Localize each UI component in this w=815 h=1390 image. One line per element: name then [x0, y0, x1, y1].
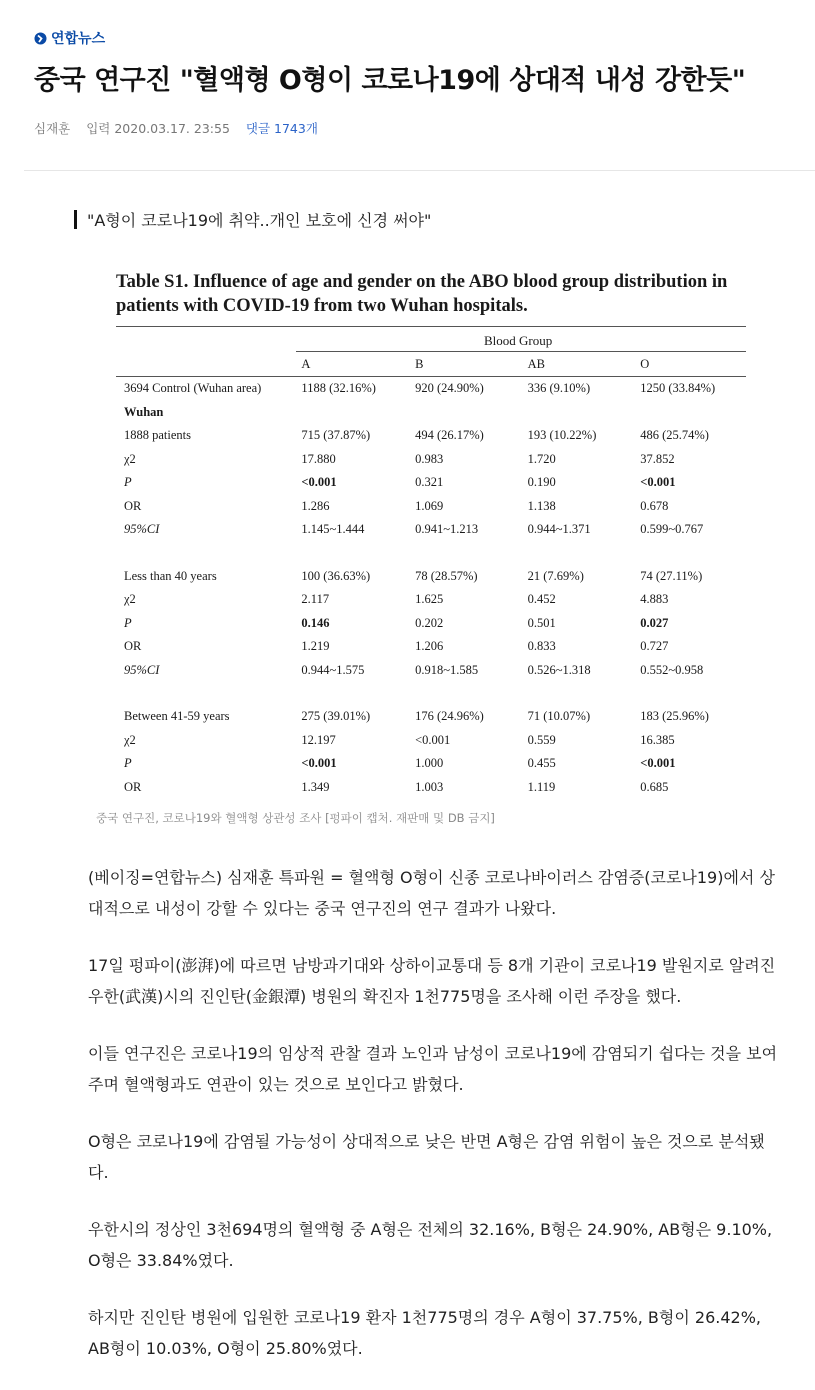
table-row	[116, 448, 746, 472]
column-header: O	[632, 352, 746, 377]
row-label: OR	[124, 779, 142, 794]
table-cell: 0.941~1.213	[415, 522, 479, 537]
table-row	[116, 588, 746, 612]
table-cell: <0.001	[301, 475, 337, 490]
row-label: OR	[124, 498, 142, 513]
table-spacer-row	[116, 682, 746, 705]
table-cell: 1.119	[527, 779, 556, 794]
table-cell: 336 (9.10%)	[527, 381, 591, 396]
article-paragraph: 이들 연구진은 코로나19의 임상적 관찰 결과 노인과 남성이 코로나19에 감염되기 쉽다는 것을 보여주며 혈액형과도 연관이 있는 것으로 보인다고 밝혔다.	[88, 1044, 778, 1094]
table-cell: <0.001	[640, 475, 676, 490]
table-cell: 0.455	[527, 756, 556, 771]
table-row	[116, 495, 746, 519]
publish-time: 입력 2020.03.17. 23:55	[86, 121, 230, 136]
table-cell	[520, 401, 633, 425]
table-cell: 0.678	[640, 498, 669, 513]
table-cell	[293, 542, 407, 565]
table-cell	[632, 542, 746, 565]
table-row	[116, 471, 746, 495]
table-cell: 21 (7.69%)	[527, 568, 584, 583]
table-row	[116, 752, 746, 776]
table-cell: <0.001	[415, 732, 451, 747]
row-label: 95%CI	[124, 662, 160, 677]
table-cell: 176 (24.96%)	[415, 709, 484, 724]
table-cell: 0.452	[527, 592, 556, 607]
row-label: χ2	[124, 451, 136, 466]
table-row	[116, 377, 746, 401]
column-header: B	[407, 352, 520, 377]
row-label: 3694 Control (Wuhan area)	[124, 381, 262, 396]
table-row	[116, 401, 746, 425]
table-cell: 920 (24.90%)	[415, 381, 484, 396]
logo-text: 연합뉴스	[51, 31, 106, 47]
row-label: OR	[124, 639, 142, 654]
table-cell: 0.559	[527, 732, 556, 747]
table-cell	[520, 682, 633, 705]
article-figure-image	[116, 270, 746, 799]
table-cell: 1.145~1.444	[301, 522, 365, 537]
table-cell: 1.286	[301, 498, 330, 513]
article-paragraph: 우한시의 정상인 3천694명의 혈액형 중 A형은 전체의 32.16%, B형은 24.90%, AB형은 9.10%, O형은 33.84%였다.	[88, 1220, 773, 1270]
table-cell: 715 (37.87%)	[301, 428, 371, 443]
row-label: χ2	[124, 592, 136, 607]
table-cell	[407, 401, 520, 425]
table-cell: 1.069	[415, 498, 444, 513]
table-cell: 0.727	[640, 639, 669, 654]
table-cell: 1.219	[301, 639, 330, 654]
table-cell	[632, 682, 746, 705]
table-cell: 78 (28.57%)	[415, 568, 478, 583]
row-label: Between 41-59 years	[124, 709, 230, 724]
table-cell: 0.202	[415, 615, 444, 630]
figure-caption: 중국 연구진, 코로나19와 혈액형 상관성 조사 [펑파이 캡처. 재판매 및 DB 금지]	[96, 811, 495, 825]
figure-title: Table S1. Influence of age and gender on the ABO blood group distribution in patients with COVID-19 from two Wuhan hospitals.	[116, 272, 728, 316]
subheadline	[74, 208, 431, 231]
publisher-logo[interactable]	[34, 28, 795, 48]
article-paragraph: 17일 펑파이(澎湃)에 따르면 남방과기대와 상하이교통대 등 8개 기관이 코로나19 발원지로 알려진 우한(武漢)시의 진인탄(金銀潭) 병원의 확진자 1천775명을 조사해 이런 주장을 했다.	[88, 956, 776, 1006]
column-header: A	[293, 352, 407, 377]
article-paragraph: 하지만 진인탄 병원에 입원한 코로나19 환자 1천775명의 경우 A형이 37.75%, B형이 26.42%, AB형이 10.03%, O형이 25.80%였다.	[88, 1308, 761, 1358]
article-body	[88, 862, 778, 1390]
column-header: AB	[520, 352, 633, 377]
row-label: χ2	[124, 732, 136, 747]
table-cell: 1.720	[527, 451, 556, 466]
table-row	[116, 705, 746, 729]
table-cell	[407, 682, 520, 705]
table-cell: 275 (39.01%)	[301, 709, 371, 724]
table-cell: 0.983	[415, 451, 444, 466]
article-paragraph: O형은 코로나19에 감염될 가능성이 상대적으로 낮은 반면 A형은 감염 위험이 높은 것으로 분석됐다.	[88, 1132, 765, 1182]
table-cell: 1.625	[415, 592, 444, 607]
table-cell: 0.501	[527, 615, 556, 630]
table-cell	[520, 542, 633, 565]
table-cell: 0.552~0.958	[640, 662, 704, 677]
table-cell: 100 (36.63%)	[301, 568, 371, 583]
page-title: 중국 연구진 "혈액형 O형이 코로나19에 상대적 내성 강한듯"	[34, 65, 746, 96]
table-cell: 71 (10.07%)	[527, 709, 591, 724]
table-cell: 1188 (32.16%)	[301, 381, 376, 396]
row-label: P	[124, 615, 132, 630]
table-row	[116, 518, 746, 542]
table-row	[116, 776, 746, 800]
table-cell: 0.833	[527, 639, 556, 654]
table-cell: <0.001	[640, 756, 676, 771]
table-header-row	[116, 352, 746, 377]
subheadline-bar	[74, 210, 77, 229]
table-cell: 0.190	[527, 475, 556, 490]
yonhap-logo-icon	[34, 32, 47, 45]
row-label: Wuhan	[124, 404, 164, 419]
comments-link[interactable]: 댓글 1743개	[245, 121, 318, 136]
table-cell: 0.944~1.371	[527, 522, 591, 537]
article-meta	[34, 119, 795, 137]
table-cell: 16.385	[640, 732, 675, 747]
table-cell: 0.027	[640, 615, 669, 630]
table-spacer-row	[116, 542, 746, 565]
table-row	[116, 659, 746, 683]
table-cell: 4.883	[640, 592, 669, 607]
header-divider	[24, 170, 815, 171]
table-cell: <0.001	[301, 756, 337, 771]
table-row	[116, 612, 746, 636]
table-cell: 0.918~1.585	[415, 662, 479, 677]
table-cell: 0.321	[415, 475, 444, 490]
table-cell: 74 (27.11%)	[640, 568, 703, 583]
table-cell: 486 (25.74%)	[640, 428, 709, 443]
table-cell: 0.685	[640, 779, 669, 794]
table-cell	[632, 401, 746, 425]
table-cell: 0.599~0.767	[640, 522, 704, 537]
row-label	[116, 682, 293, 705]
article-paragraph: (베이징=연합뉴스) 심재훈 특파원 = 혈액형 O형이 신종 코로나바이러스 감염증(코로나19)에서 상대적으로 내성이 강할 수 있다는 중국 연구진의 연구 결과가 나왔다.	[88, 868, 775, 918]
table-cell: 1.206	[415, 639, 444, 654]
table-cell: 1.000	[415, 756, 444, 771]
table-cell	[293, 682, 407, 705]
table-cell: 494 (26.17%)	[415, 428, 484, 443]
table-cell: 37.852	[640, 451, 675, 466]
table-cell: 0.146	[301, 615, 330, 630]
table-cell: 0.944~1.575	[301, 662, 365, 677]
table-row	[116, 424, 746, 448]
row-label	[116, 542, 293, 565]
blood-group-table	[116, 352, 746, 799]
subheadline-text: "A형이 코로나19에 취약..개인 보호에 신경 써야"	[87, 211, 432, 230]
column-header	[116, 352, 293, 377]
table-row	[116, 635, 746, 659]
table-row	[116, 565, 746, 589]
table-cell: 1250 (33.84%)	[640, 381, 716, 396]
row-label: P	[124, 475, 132, 490]
row-label: Less than 40 years	[124, 568, 217, 583]
article-header	[34, 28, 795, 137]
table-cell: 17.880	[301, 451, 336, 466]
row-label: P	[124, 756, 132, 771]
row-label: 1888 patients	[124, 428, 192, 443]
row-label: 95%CI	[124, 522, 160, 537]
blood-group-header	[116, 326, 746, 351]
table-cell: 1.138	[527, 498, 556, 513]
table-cell: 1.003	[415, 779, 444, 794]
table-row	[116, 729, 746, 753]
table-cell	[407, 542, 520, 565]
reporter-name[interactable]: 심재훈	[34, 121, 71, 136]
table-cell: 2.117	[301, 592, 330, 607]
table-cell: 0.526~1.318	[527, 662, 591, 677]
blood-group-label: Blood Group	[484, 333, 553, 348]
table-cell	[293, 401, 407, 425]
table-cell: 1.349	[301, 779, 330, 794]
table-cell: 193 (10.22%)	[527, 428, 597, 443]
table-cell: 12.197	[301, 732, 336, 747]
table-cell: 183 (25.96%)	[640, 709, 709, 724]
